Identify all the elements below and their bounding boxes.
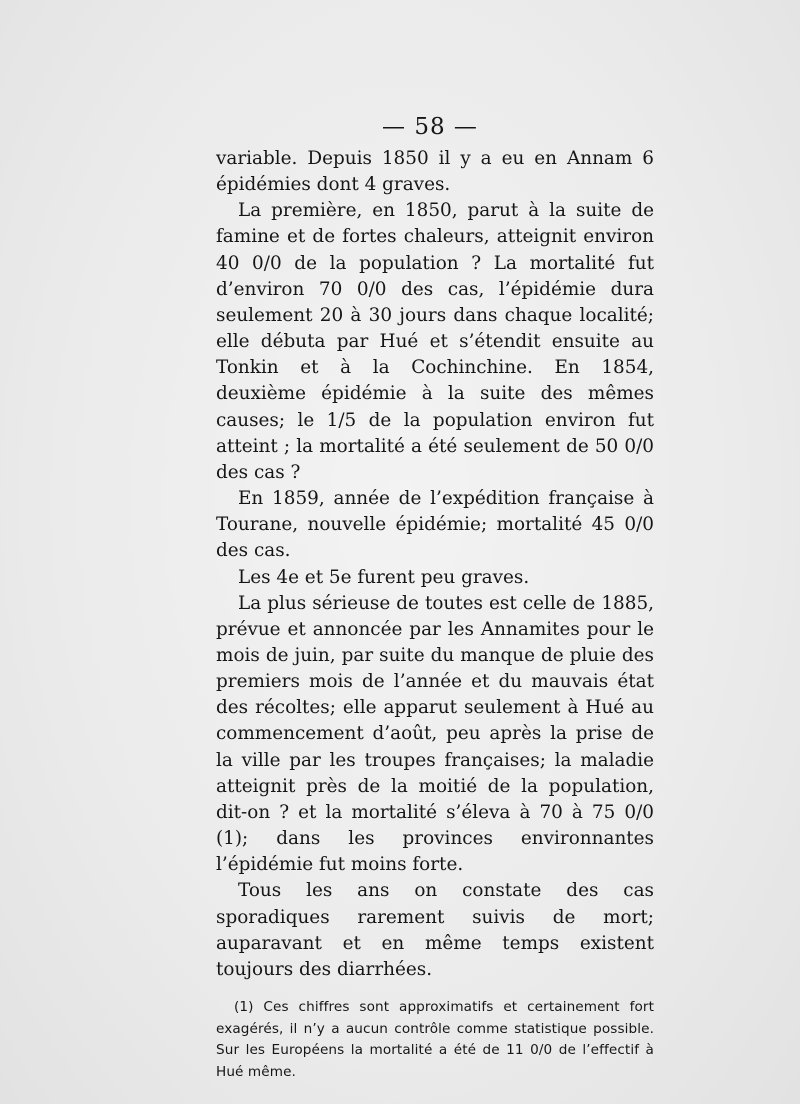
footnote: (1) Ces chiffres sont approximatifs et certainement fort exagérés, il n’y a aucun contrôle comme statistique possible. Sur les Européens la mortalité a été de 11 0/0 de l’effectif à Hué même.	[216, 999, 654, 1080]
paragraph-first-epidemic: La première, en 1850, parut à la suite de famine et de fortes chaleurs, atteignit environ 40 0/0 de la population ? La mortalité fut d’environ 70 0/0 des cas, l’épidémie dura seulement 20 à 30 jours dans chaque localité; elle débuta par Hué et s’étendit ensuite au Tonkin et à la Cochinchine. En 1854, deuxième épidémie à la suite des mêmes causes; le 1/5 de la population environ fut atteint ; la mortalité a été seulement de 50 0/0 des cas ?	[216, 200, 654, 483]
paragraph-1885-epidemic: La plus sérieuse de toutes est celle de 1885, prévue et annoncée par les Annamites pour le mois de juin, par suite du manque de pluie des premiers mois de l’année et du mauvais état des récoltes; elle apparut seulement à Hué au commencement d’août, peu après la prise de la ville par les troupes françaises; la maladie atteignit près de la moitié de la population, dit-on ? et la mortalité s’éleva à 70 à 75 0/0 (1); dans les provinces environnantes l’épidémie fut moins forte.	[216, 592, 654, 876]
paragraph-1859-epidemic: En 1859, année de l’expédition française à Tourane, nouvelle épidémie; mortalité 45 0/0 des cas.	[216, 488, 654, 562]
body-text	[216, 146, 654, 1083]
page-number: — 58 —	[382, 114, 478, 140]
paragraph-fourth-fifth: Les 4e et 5e furent peu graves.	[238, 566, 530, 588]
paragraph-epidemics-intro: variable. Depuis 1850 il y a eu en Annam 6 épidémies dont 4 graves.	[216, 148, 654, 196]
paragraph-sporadic-cases: Tous les ans on constate des cas sporadiques rarement suivis de mort; auparavant et en même temps existent toujours des diarrhées.	[216, 880, 654, 980]
